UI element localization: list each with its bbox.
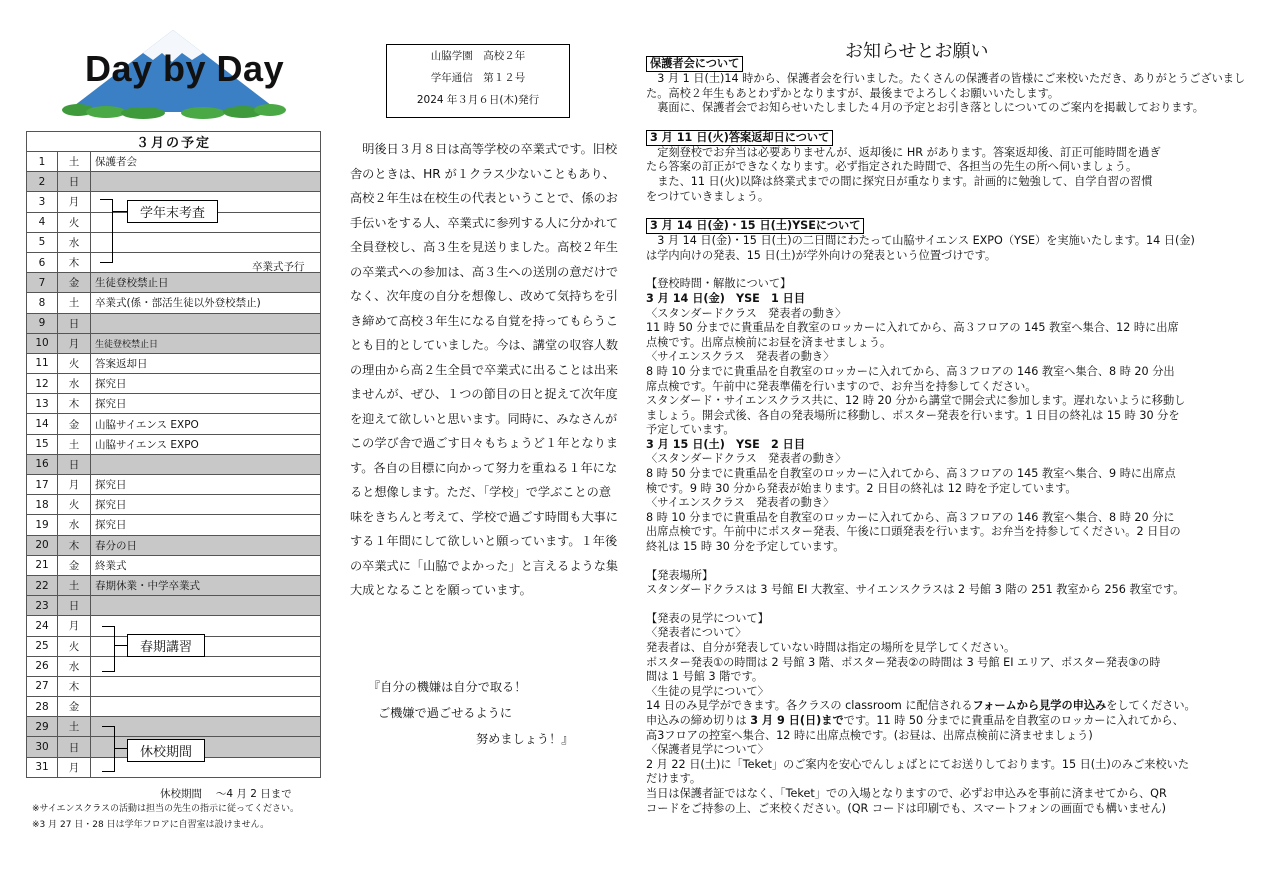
schedule-event: 探究日 — [91, 394, 321, 414]
schedule-weekday: 木 — [58, 252, 91, 272]
exam-callout: 学年末考査 — [127, 200, 218, 223]
schedule-weekday: 日 — [58, 737, 91, 757]
rehearsal-label: 卒業式予行 — [252, 261, 305, 273]
parent-visit-heading: 〈保護者見学について〉 — [646, 743, 769, 757]
student-visit-text-part: です。11 時 50 分までに貴重品を自教室のロッカーに入れてから、 — [843, 713, 1184, 727]
schedule-day: 22 — [27, 575, 58, 595]
schedule-weekday: 水 — [58, 232, 91, 252]
schedule-row — [27, 596, 321, 616]
schedule-event — [91, 636, 321, 656]
schedule-day: 10 — [27, 333, 58, 353]
day2-standard-heading: 〈スタンダードクラス 発表者の動き〉 — [646, 452, 847, 466]
schedule-row — [27, 454, 321, 474]
schedule-row — [27, 495, 321, 515]
day2-standard-text: 検です。9 時 30 分から発表が始まります。2 日目の終礼は 12 時を予定しています。 — [646, 481, 1077, 495]
schedule-row — [27, 394, 321, 414]
schedule-event: 春期休業・中学卒業式 — [91, 575, 321, 595]
schedule-heading: 【登校時間・解散について】 — [646, 277, 792, 291]
motto-quote — [368, 674, 574, 752]
closure-bracket — [102, 726, 115, 772]
schedule-weekday: 月 — [58, 192, 91, 212]
spring-course-bracket — [102, 626, 115, 672]
answer-return-text: をつけていきましょう。 — [646, 189, 770, 203]
schedule-weekday: 土 — [58, 152, 91, 172]
presenter-visit-text: ポスター発表①の時間は 2 号館 3 階、ポスター発表②の時間は 3 号館 EI エリア、ポスター発表③の時 — [646, 655, 1161, 669]
answer-return-heading: 3 月 11 日(火)答案返却日について — [646, 130, 833, 146]
schedule-row — [27, 333, 321, 353]
schedule-day: 5 — [27, 232, 58, 252]
schedule-day: 18 — [27, 495, 58, 515]
schedule-event: 探究日 — [91, 475, 321, 495]
schedule-event: 山脇サイエンス EXPO — [91, 414, 321, 434]
schedule-weekday: 日 — [58, 596, 91, 616]
schedule-event: 保護者会 — [91, 152, 321, 172]
newsletter-title: Day by Day — [85, 48, 285, 89]
schedule-event — [91, 697, 321, 717]
venue-text: スタンダードクラスは 3 号館 EI 大教室、サイエンスクラスは 2 号館 3 階の 251 教室から 256 教室です。 — [646, 583, 1185, 597]
schedule-weekday: 金 — [58, 414, 91, 434]
schedule-day: 30 — [27, 737, 58, 757]
schedule-weekday: 金 — [58, 273, 91, 293]
schedule-event — [91, 757, 321, 777]
schedule-weekday: 月 — [58, 333, 91, 353]
schedule-row — [27, 656, 321, 676]
schedule-weekday: 土 — [58, 575, 91, 595]
schedule-weekday: 金 — [58, 555, 91, 575]
motto-line-2: ご機嫌で過ごせるように — [378, 706, 513, 720]
schedule-weekday: 土 — [58, 434, 91, 454]
schedule-day: 7 — [27, 273, 58, 293]
schedule-weekday: 火 — [58, 212, 91, 232]
schedule-day: 17 — [27, 475, 58, 495]
schedule-event — [91, 313, 321, 333]
schedule-row — [27, 697, 321, 717]
schedule-day: 21 — [27, 555, 58, 575]
schedule-day: 1 — [27, 152, 58, 172]
schedule-row — [27, 535, 321, 555]
day2-science-text: 出席点検です。午前中にポスター発表、午後に口頭発表を行います。お弁当を持参してください。2 日目の — [646, 525, 1181, 539]
schedule-row — [27, 353, 321, 373]
schedule-weekday: 火 — [58, 636, 91, 656]
schedule-row — [27, 575, 321, 595]
parent-visit-text: 2 月 22 日(土)に「Teket」のご案内を安心でんしょばとにてお送りしております。15 日(土)のみご来校いた — [646, 757, 1190, 771]
graduation-message — [350, 137, 622, 603]
schedule-weekday: 水 — [58, 656, 91, 676]
yse-text: 3 月 14 日(金)・15 日(土)の二日間にわたって山脇サイエンス EXPO（YSE）を実施いたします。14 日(金) — [657, 234, 1195, 248]
schedule-weekday: 木 — [58, 394, 91, 414]
schedule-day: 2 — [27, 172, 58, 192]
schedule-day: 3 — [27, 192, 58, 212]
day1-standard-text: 11 時 50 分までに貴重品を自教室のロッカーに入れてから、高３フロアの 145 教室へ集合、12 時に出席 — [646, 321, 1179, 335]
schedule-weekday: 水 — [58, 374, 91, 394]
presenter-visit-text: 間は 1 号館 3 階です。 — [646, 670, 764, 684]
schedule-row — [27, 313, 321, 333]
schedule-day: 19 — [27, 515, 58, 535]
parent-meeting-text: た。高校２年生もあとわずかとなりますが、最後までよろしくお願いいたします。 — [646, 86, 1060, 100]
student-visit-text-part: をしてください。 — [1106, 699, 1196, 713]
schedule-row — [27, 172, 321, 192]
notices-section — [646, 56, 1246, 816]
schedule-event: 生徒登校禁止日 — [91, 333, 321, 353]
parent-visit-text: 当日は保護者証ではなく、「Teket」での入場となりますので、必ずお申込みを事前に済ませてから、QR — [646, 786, 1167, 800]
schedule-day: 8 — [27, 293, 58, 313]
day2-science-text: 終礼は 15 時 30 分を予定しています。 — [646, 540, 845, 554]
schedule-row — [27, 515, 321, 535]
schedule-event: 終業式 — [91, 555, 321, 575]
schedule-day: 9 — [27, 313, 58, 333]
schedule-event: 探究日 — [91, 515, 321, 535]
venue-heading: 【発表場所】 — [646, 568, 714, 582]
issue-number-line: 学年通信 第１２号 — [430, 72, 526, 84]
schedule-day: 31 — [27, 757, 58, 777]
schedule-title: ３月の予定 — [27, 132, 321, 152]
schedule-row — [27, 374, 321, 394]
day1-science-text: 席点検です。午前中に発表準備を行いますので、お弁当を持参してください。 — [646, 379, 1037, 393]
schedule-day: 23 — [27, 596, 58, 616]
schedule-event — [91, 454, 321, 474]
schedule-day: 13 — [27, 394, 58, 414]
answer-return-text: また、11 日(火)以降は終業式までの間に探究日が重なります。計画的に勉強して、自学自習の習慣 — [657, 174, 1153, 188]
issue-date-line: 2024 年３月６日(木)発行 — [416, 94, 540, 106]
answer-return-text: たら答案の訂正ができなくなります。必ず指定された時間で、各担当の先生の所へ伺いましょう。 — [646, 160, 1138, 174]
closure-callout: 休校期間 — [127, 739, 205, 762]
schedule-weekday: 土 — [58, 293, 91, 313]
schedule-day: 15 — [27, 434, 58, 454]
schedule-day: 24 — [27, 616, 58, 636]
schedule-event — [91, 232, 321, 252]
student-visit-text-part: 14 日のみ見学ができます。各クラスの classroom に配信される — [646, 699, 973, 713]
schedule-weekday: 月 — [58, 757, 91, 777]
deadline-emphasis: 3 月 9 日(日)まで — [750, 713, 844, 727]
schedule-day: 16 — [27, 454, 58, 474]
day2-standard-text: 8 時 50 分までに貴重品を自教室のロッカーに入れてから、高３フロアの 145 教室へ集合、9 時に出席点 — [646, 467, 1176, 481]
schedule-row — [27, 434, 321, 454]
spring-course-callout: 春期講習 — [127, 634, 205, 657]
schedule-weekday: 日 — [58, 313, 91, 333]
exam-bracket — [100, 199, 113, 263]
schedule-day: 26 — [27, 656, 58, 676]
day1-science-text: 8 時 10 分までに貴重品を自教室のロッカーに入れてから、高３フロアの 146 教室へ集合、8 時 20 分出 — [646, 364, 1175, 378]
schedule-weekday: 火 — [58, 495, 91, 515]
application-form-emphasis: フォームから見学の申込み — [972, 699, 1107, 713]
schedule-weekday: 水 — [58, 515, 91, 535]
schedule-weekday: 火 — [58, 353, 91, 373]
schedule-weekday: 月 — [58, 616, 91, 636]
schedule-row — [27, 152, 321, 172]
schedule-day: 6 — [27, 252, 58, 272]
schedule-event: 山脇サイエンス EXPO — [91, 434, 321, 454]
student-visit-heading: 〈生徒の見学について〉 — [646, 684, 769, 698]
schedule-day: 11 — [27, 353, 58, 373]
parent-meeting-text: 3 月 1 日(土)14 時から、保護者会を行いました。たくさんの保護者の皆様にご来校いただき、ありがとうございまし — [657, 72, 1246, 85]
schedule-event — [91, 172, 321, 192]
day1-common-text: ましょう。開会式後、各自の発表場所に移動し、ポスター発表を行います。1 日目の終礼は 15 時 30 分を — [646, 408, 1180, 422]
student-visit-text — [646, 714, 1246, 729]
schedule-row — [27, 555, 321, 575]
schedule-weekday: 月 — [58, 475, 91, 495]
schedule-rows — [27, 152, 321, 778]
day1-standard-text: 点検です。出席点検前にお昼を済ませましょう。 — [646, 335, 892, 349]
schedule-row — [27, 475, 321, 495]
study-room-note: ※3 月 27 日・28 日は学年フロアに自習室は設けません。 — [32, 820, 270, 830]
schedule-event: 生徒登校禁止日 — [91, 273, 321, 293]
parent-meeting-heading: 保護者会について — [646, 56, 743, 72]
science-class-note: ※サイエンスクラスの活動は担当の先生の指示に従ってください。 — [32, 804, 300, 814]
schedule-day: 4 — [27, 212, 58, 232]
schedule-row — [27, 273, 321, 293]
schedule-row — [27, 293, 321, 313]
schedule-event — [91, 616, 321, 636]
parent-meeting-text: 裏面に、保護者会でお知らせいたしました４月の予定とお引き落としについてのご案内を掲載しております。 — [657, 101, 1204, 115]
schedule-row — [27, 717, 321, 737]
presenter-visit-text: 発表者は、自分が発表していない時間は指定の場所を見学してください。 — [646, 641, 1016, 654]
graduation-paragraph: 明後日３月８日は高等学校の卒業式です。旧校舎のときは、HR が１クラス少ないこともあり、高校２年生は在校生の代表ということで、係のお手伝いをする人、卒業式に参列する人に分かれて全員登校し、高３生を見送りました。高校２年生の卒業式への参加は、高３生への送別の意だけでなく、次年度の自分を想像し、改めて気持ちを引き締めて高校３年生になる自覚を持ってもらうことも目的としていました。今は、講堂の収容人数の理由から高２生全員で卒業式に出ることは出来ませんが、ぜひ、１つの節目の日と捉えて次年度を迎えて欲しいと思います。同時に、みなさんがこの学び舎で過ごす日々もちょうど１年となります。各自の目標に向かって努力を重ねる１年になると想像します。ただ、「学校」で学ぶことの意味をきちんと考えて、学校で過ごす時間も大事にする１年間にして欲しいと願っています。１年後の卒業式に「山脇でよかった」と言えるような集大成となることを願っています。 — [350, 142, 619, 597]
answer-return-text: 定刻登校でお弁当は必要ありませんが、返却後に HR があります。答案返却後、訂正可能時間を過ぎ — [657, 145, 1161, 159]
day1-heading: 3 月 14 日(金) YSE 1 日目 — [646, 291, 806, 305]
schedule-row — [27, 616, 321, 636]
schedule-event: 卒業式(係・部活生徒以外登校禁止) — [91, 293, 321, 313]
schedule-event: 答案返却日 — [91, 353, 321, 373]
notices-title: お知らせとお願い — [845, 41, 989, 62]
schedule-day: 29 — [27, 717, 58, 737]
schedule-day: 14 — [27, 414, 58, 434]
schedule-weekday: 木 — [58, 676, 91, 696]
schedule-event — [91, 656, 321, 676]
presenter-visit-heading: 〈発表者について〉 — [646, 626, 747, 640]
visit-heading: 【発表の見学について】 — [646, 611, 769, 625]
schedule-event — [91, 717, 321, 737]
schedule-row — [27, 232, 321, 252]
day1-common-text: スタンダード・サイエンスクラス共に、12 時 20 分から講堂で開会式に参加します。遅れないように移動し — [646, 394, 1186, 408]
schedule-row — [27, 414, 321, 434]
schedule-event: 探究日 — [91, 495, 321, 515]
student-visit-text-part: 申込みの締め切りは — [646, 713, 751, 727]
day1-standard-heading: 〈スタンダードクラス 発表者の動き〉 — [646, 306, 847, 320]
day2-science-heading: 〈サイエンスクラス 発表者の動き〉 — [646, 496, 835, 510]
schedule-row — [27, 676, 321, 696]
schedule-weekday: 日 — [58, 454, 91, 474]
schedule-weekday: 日 — [58, 172, 91, 192]
schedule-event — [91, 676, 321, 696]
schedule-event: 探究日 — [91, 374, 321, 394]
yse-heading: 3 月 14 日(金)・15 日(土)YSEについて — [646, 218, 864, 234]
day2-heading: 3 月 15 日(土) YSE 2 日目 — [646, 437, 806, 451]
day1-science-heading: 〈サイエンスクラス 発表者の動き〉 — [646, 350, 835, 364]
issue-info-box — [386, 44, 570, 118]
march-schedule-table — [26, 131, 321, 778]
schedule-day: 12 — [27, 374, 58, 394]
yse-text: は学内向けの発表、15 日(土)が学外向けの発表という位置づけです。 — [646, 248, 997, 262]
closure-period-note: 休校期間 ～4 月 2 日まで — [160, 788, 292, 800]
motto-line-3: 努めましょう！』 — [476, 732, 574, 746]
schedule-day: 25 — [27, 636, 58, 656]
parent-visit-text: だけます。 — [646, 772, 702, 786]
schedule-event — [91, 596, 321, 616]
schedule-day: 20 — [27, 535, 58, 555]
schedule-event: 春分の日 — [91, 535, 321, 555]
schedule-day: 28 — [27, 697, 58, 717]
student-visit-text — [646, 699, 1246, 714]
day1-common-text: 予定しています。 — [646, 423, 735, 437]
exam-bracket-stem — [113, 211, 127, 212]
motto-line-1: 『自分の機嫌は自分で取る！ — [368, 680, 527, 694]
parent-visit-text: コードをご持参の上、ご来校ください。(QR コードは印刷でも、スマートフォンの画面でも構いません) — [646, 801, 1166, 815]
school-grade-line: 山脇学園 高校２年 — [430, 50, 526, 62]
schedule-weekday: 木 — [58, 535, 91, 555]
schedule-weekday: 金 — [58, 697, 91, 717]
student-visit-text: 高3フロアの控室へ集合、12 時に出席点検です。(お昼は、出席点検前に済ませましょう) — [646, 728, 1093, 742]
day2-science-text: 8 時 10 分までに貴重品を自教室のロッカーに入れてから、高３フロアの 146 教室へ集合、8 時 20 分に — [646, 510, 1175, 524]
schedule-weekday: 土 — [58, 717, 91, 737]
schedule-day: 27 — [27, 676, 58, 696]
